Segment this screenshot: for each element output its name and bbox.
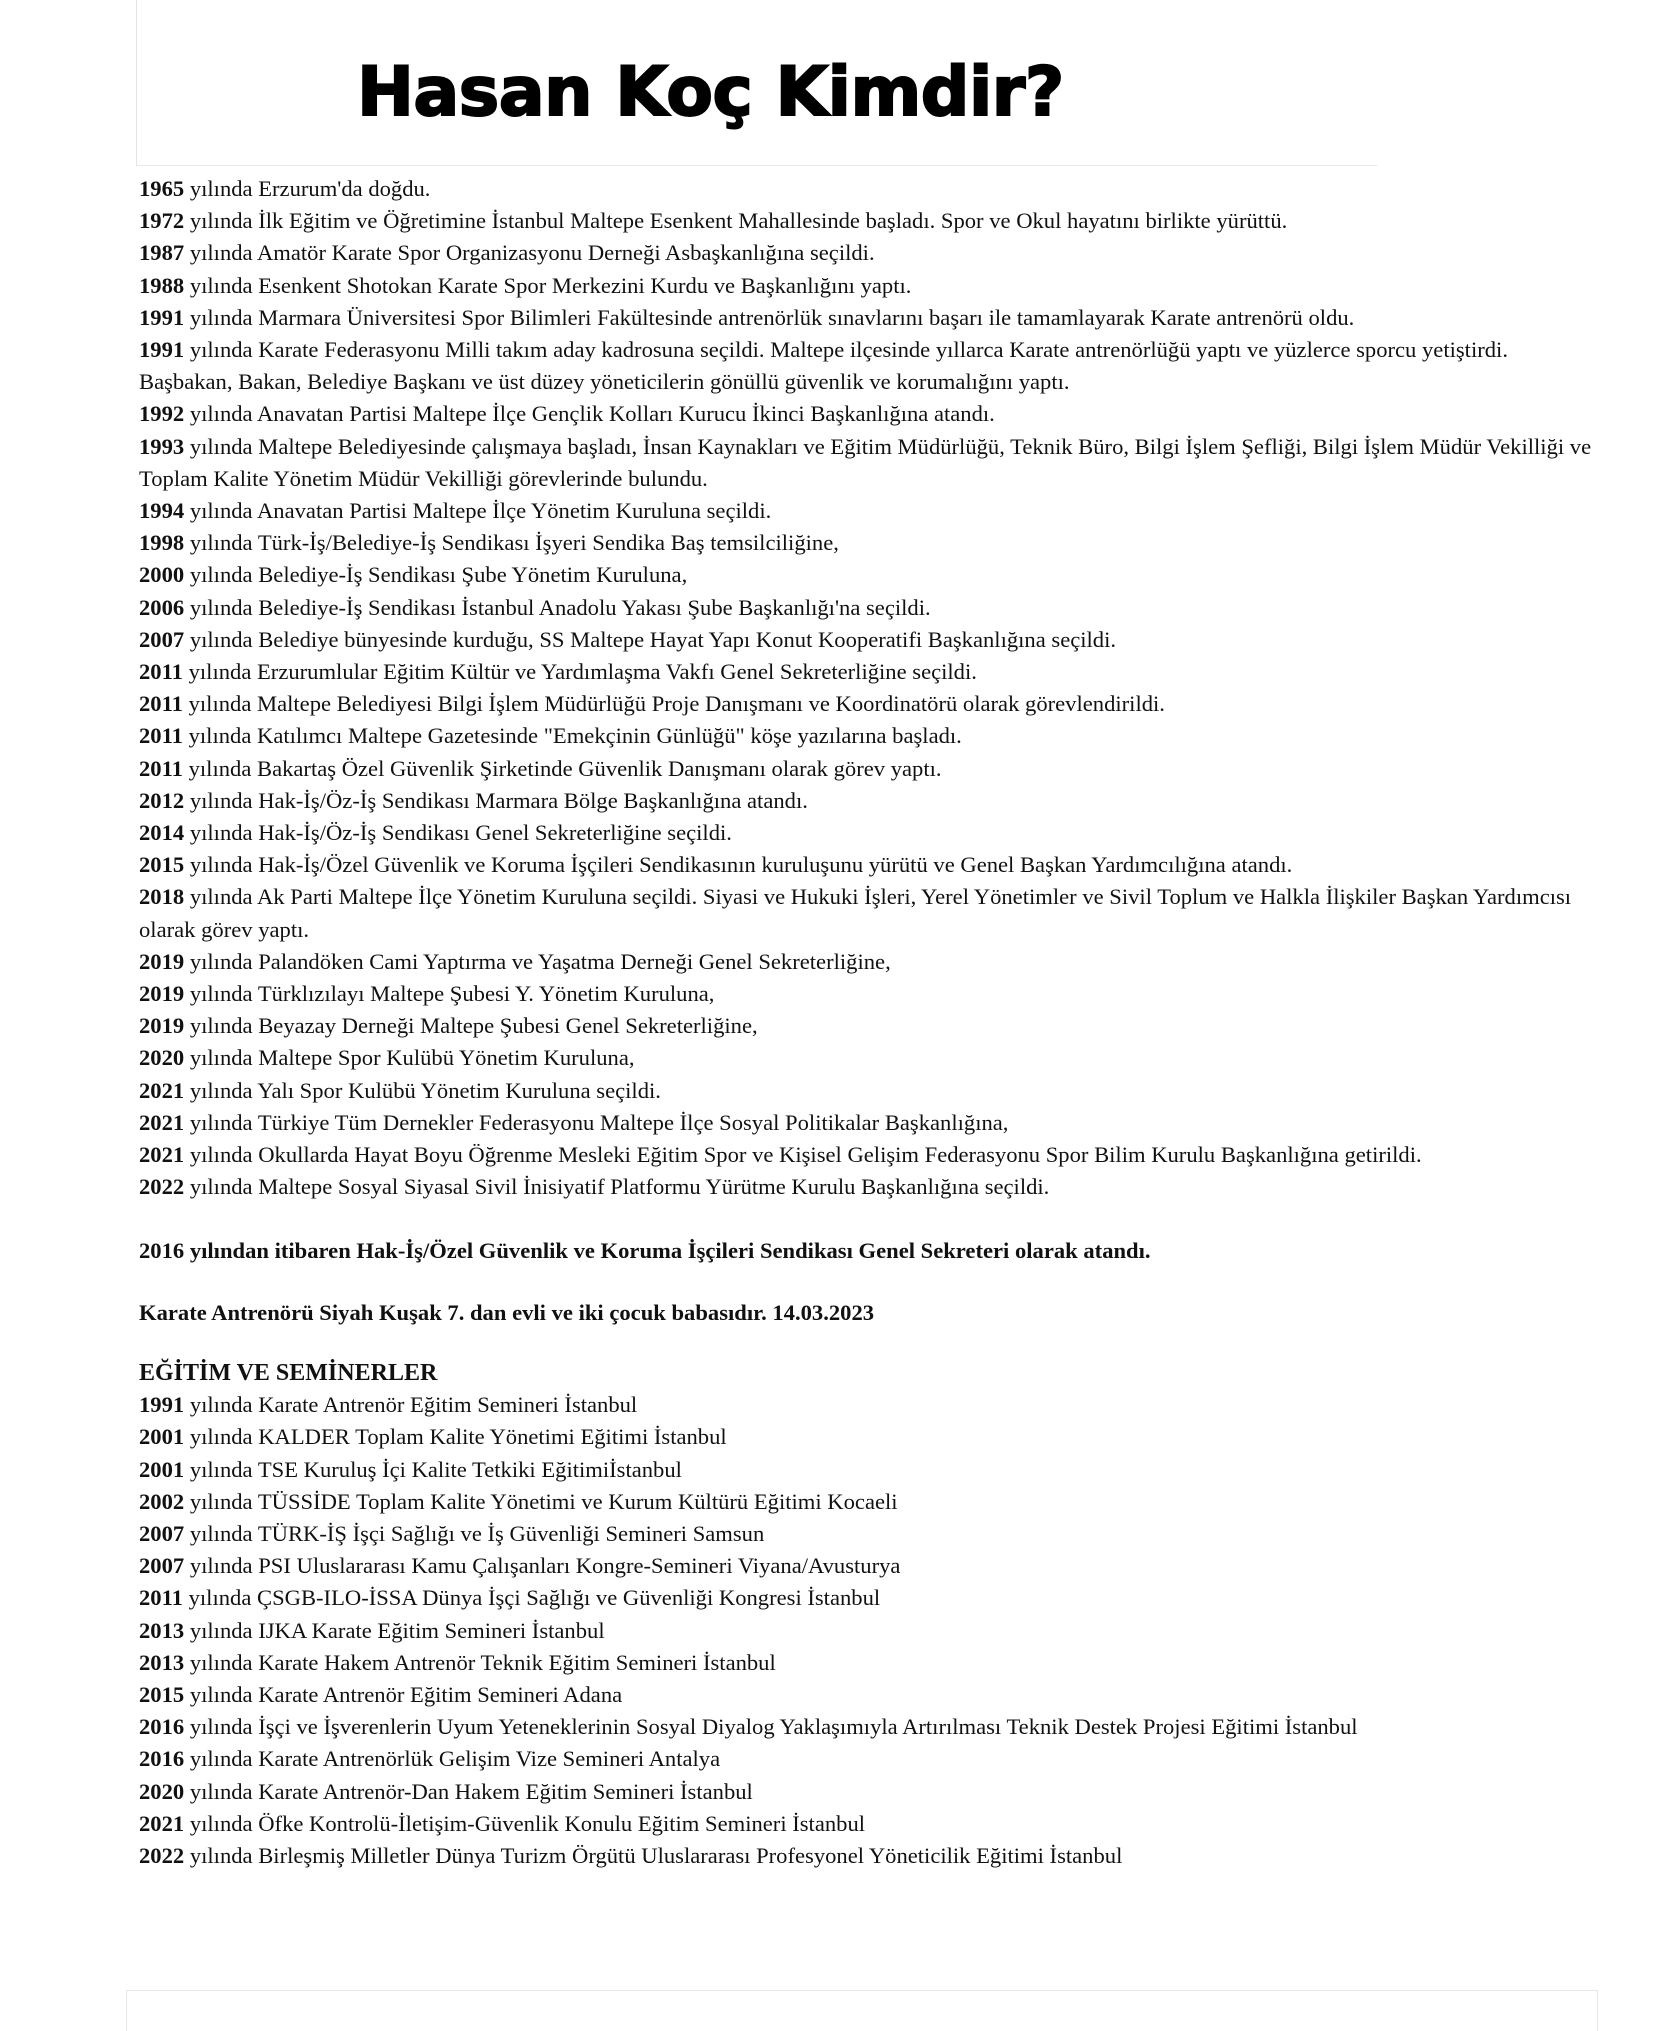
biography-entry [139,1171,1599,1203]
entry-text: yılında TÜSSİDE Toplam Kalite Yönetimi ve Kurum Kültürü Eğitimi Kocaeli [184,1488,898,1514]
entry-year: 2000 [139,562,185,588]
entry-year: 2021 [139,1142,185,1168]
entry-text: yılında Karate Antrenör Eğitim Semineri İstanbul [184,1392,638,1418]
biography-entry [139,173,1599,205]
entry-year: 2011 [139,1585,183,1611]
entry-year: 2007 [139,626,185,652]
education-entry [139,1743,1599,1775]
bottom-panel [126,1990,1598,2031]
entry-year: 1994 [139,498,185,524]
entry-text: yılında Katılımcı Maltepe Gazetesinde "Emekçinin Günlüğü" köşe yazılarına başladı. [182,723,962,749]
education-entry [139,1550,1599,1582]
entry-text: yılında Anavatan Partisi Maltepe İlçe Yönetim Kuruluna seçildi. [184,498,772,524]
entry-text: yılında Maltepe Belediyesinde çalışmaya başladı, İnsan Kaynakları ve Eğitim Müdürlüğü, Teknik Büro, Bilgi İşlem Şefliği, Bilgi İşlem Müdür Vekilliği ve Toplam Kalite Yönetim Müdür Vekilliği görevlerinde bulundu. [139,433,1592,491]
entry-year: 1965 [139,176,185,201]
entry-year: 1972 [139,208,185,234]
entry-text: yılında Birleşmiş Milletler Dünya Turizm Örgütü Uluslararası Profesyonel Yöneticilik Eğitimi İstanbul [184,1842,1123,1868]
entry-text: yılında ÇSGB-ILO-İSSA Dünya İşçi Sağlığı ve Güvenliği Kongresi İstanbul [182,1585,881,1611]
spacer [139,1267,1599,1297]
education-entry [139,1679,1599,1711]
entry-year: 2006 [139,594,185,620]
entry-text: yılında Marmara Üniversitesi Spor Bilimleri Fakültesinde antrenörlük sınavlarını başarı ile tamamlayarak Karate antrenörü oldu. [184,304,1355,330]
entry-text: yılında Amatör Karate Spor Organizasyonu Derneği Asbaşkanlığına seçildi. [184,240,875,266]
biography-entry [139,849,1599,881]
entry-text: yılında Türklızılayı Maltepe Şubesi Y. Yönetim Kuruluna, [184,981,715,1007]
entry-year: 2011 [139,755,183,781]
education-entry [139,1808,1599,1840]
education-entry [139,1518,1599,1550]
biography-list [139,173,1599,1204]
biography-entry [139,720,1599,752]
entry-year: 2016 [139,1746,185,1772]
biography-entry [139,431,1599,495]
entry-year: 1993 [139,433,185,459]
biography-entry [139,656,1599,688]
education-entry [139,1776,1599,1808]
biography-entry [139,624,1599,656]
entry-year: 2021 [139,1077,185,1103]
entry-text: yılında Karate Hakem Antrenör Teknik Eğitim Semineri İstanbul [184,1649,776,1675]
education-entry [139,1421,1599,1453]
biography-entry [139,270,1599,302]
biography-entry [139,1139,1599,1171]
biography-entry [139,978,1599,1010]
entry-text: yılında Okullarda Hayat Boyu Öğrenme Mesleki Eğitim Spor ve Kişisel Gelişim Federasyonu Spor Bilim Kurulu Başkanlığına getirildi. [184,1142,1422,1168]
entry-year: 2022 [139,1174,185,1200]
entry-year: 2012 [139,787,185,813]
page-title: Hasan Koç Kimdir? [357,53,1064,132]
spacer [139,1204,1599,1235]
biography-entry [139,1042,1599,1074]
entry-text: yılında Erzurumlular Eğitim Kültür ve Yardımlaşma Vakfı Genel Sekreterliğine seçildi. [182,659,977,685]
entry-year: 1991 [139,304,185,330]
biography-entry [139,237,1599,269]
entry-text: yılında PSI Uluslararası Kamu Çalışanları Kongre-Semineri Viyana/Avusturya [184,1553,901,1579]
entry-year: 2011 [139,723,183,749]
entry-year: 2007 [139,1520,185,1546]
entry-year: 2015 [139,852,185,878]
entry-year: 2013 [139,1617,185,1643]
education-entry [139,1486,1599,1518]
entry-text: yılında Yalı Spor Kulübü Yönetim Kuruluna seçildi. [184,1077,661,1103]
entry-text: yılında IJKA Karate Eğitim Semineri İstanbul [184,1617,605,1643]
entry-text: yılında TÜRK-İŞ İşçi Sağlığı ve İş Güvenliği Semineri Samsun [184,1520,765,1546]
biography-entry [139,495,1599,527]
entry-year: 2011 [139,659,183,685]
entry-text: yılında Maltepe Sosyal Siyasal Sivil İnisiyatif Platformu Yürütme Kurulu Başkanlığına seçildi. [184,1174,1050,1200]
education-entry [139,1389,1599,1421]
entry-text: yılında Bakartaş Özel Güvenlik Şirketinde Güvenlik Danışmanı olarak görev yaptı. [182,755,942,781]
biography-entry [139,398,1599,430]
biography-entry [139,946,1599,978]
entry-year: 2019 [139,1013,185,1039]
entry-text: yılında Anavatan Partisi Maltepe İlçe Gençlik Kolları Kurucu İkinci Başkanlığına atandı. [184,401,995,427]
education-entry [139,1711,1599,1743]
biography-entry [139,1010,1599,1042]
biography-entry [139,205,1599,237]
entry-text: yılında Hak-İş/Özel Güvenlik ve Koruma İşçileri Sendikasının kuruluşunu yürütü ve Genel Başkan Yardımcılığına atandı. [184,852,1293,878]
entry-text: yılında Hak-İş/Öz-İş Sendikası Marmara Bölge Başkanlığına atandı. [184,787,808,813]
entry-year: 2022 [139,1842,185,1868]
entry-text: yılında Belediye-İş Sendikası Şube Yönetim Kuruluna, [184,562,688,588]
entry-text: yılında KALDER Toplam Kalite Yönetimi Eğitimi İstanbul [184,1424,727,1450]
entry-text: yılında Öfke Kontrolü-İletişim-Güvenlik Konulu Eğitim Semineri İstanbul [184,1810,866,1836]
entry-year: 1991 [139,1392,185,1418]
entry-year: 2020 [139,1778,185,1804]
education-heading: EĞİTİM VE SEMİNERLER [139,1359,438,1386]
biography-entry [139,527,1599,559]
entry-text: yılında Erzurum'da doğdu. [184,176,431,201]
entry-year: 2021 [139,1109,185,1135]
highlight-personal: Karate Antrenörü Siyah Kuşak 7. dan evli ve iki çocuk babasıdır. 14.03.2023 [139,1299,875,1325]
biography-entry [139,302,1599,334]
biography-entry [139,1075,1599,1107]
entry-year: 2019 [139,948,185,974]
entry-year: 2015 [139,1681,185,1707]
entry-year: 1987 [139,240,185,266]
spacer [139,1329,1599,1357]
education-entry [139,1647,1599,1679]
biography-entry [139,785,1599,817]
biography-entry [139,592,1599,624]
entry-text: yılında Hak-İş/Öz-İş Sendikası Genel Sekreterliğine seçildi. [184,820,732,846]
entry-text: yılında Türkiye Tüm Dernekler Federasyonu Maltepe İlçe Sosyal Politikalar Başkanlığına, [184,1109,1009,1135]
biography-entry [139,753,1599,785]
document-body [139,173,1599,1872]
entry-text: yılında Beyazay Derneği Maltepe Şubesi Genel Sekreterliğine, [184,1013,758,1039]
entry-year: 2018 [139,884,185,910]
entry-year: 2019 [139,981,185,1007]
entry-year: 2021 [139,1810,185,1836]
entry-year: 2014 [139,820,185,846]
entry-year: 1988 [139,272,185,298]
entry-text: yılında Maltepe Belediyesi Bilgi İşlem Müdürlüğü Proje Danışmanı ve Koordinatörü olarak görevlendirildi. [182,691,1165,717]
education-entry [139,1582,1599,1614]
entry-text: yılında Karate Federasyonu Milli takım aday kadrosuna seçildi. Maltepe ilçesinde yıllarca Karate antrenörlüğü yaptı ve yüzlerce sporcu yetiştirdi. Başbakan, Bakan, Belediye Başkanı ve üst düzey yöneticilerin gönüllü güvenlik ve korumalığını yaptı. [139,337,1508,395]
entry-year: 2007 [139,1553,185,1579]
education-entry [139,1840,1599,1872]
entry-text: yılında Palandöken Cami Yaptırma ve Yaşatma Derneği Genel Sekreterliğine, [184,948,891,974]
biography-entry [139,334,1599,398]
entry-text: yılında Maltepe Spor Kulübü Yönetim Kuruluna, [184,1045,635,1071]
entry-year: 1991 [139,337,185,363]
entry-text: yılında Karate Antrenör-Dan Hakem Eğitim Semineri İstanbul [184,1778,753,1804]
entry-text: yılında Esenkent Shotokan Karate Spor Merkezini Kurdu ve Başkanlığını yaptı. [184,272,912,298]
entry-year: 2016 [139,1714,185,1740]
education-entry [139,1454,1599,1486]
entry-year: 1998 [139,530,185,556]
highlight-union-role: 2016 yılından itibaren Hak-İş/Özel Güvenlik ve Koruma İşçileri Sendikası Genel Sekreteri olarak atandı. [139,1237,1151,1263]
biography-entry [139,1107,1599,1139]
entry-text: yılında Belediye bünyesinde kurduğu, SS Maltepe Hayat Yapı Konut Kooperatifi Başkanlığına seçildi. [184,626,1117,652]
biography-entry [139,881,1599,945]
education-entry [139,1615,1599,1647]
entry-year: 2001 [139,1424,185,1450]
entry-text: yılında Belediye-İş Sendikası İstanbul Anadolu Yakası Şube Başkanlığı'na seçildi. [184,594,931,620]
entry-year: 2002 [139,1488,185,1514]
entry-year: 2011 [139,691,183,717]
biography-entry [139,688,1599,720]
entry-year: 2013 [139,1649,185,1675]
entry-year: 1992 [139,401,185,427]
entry-text: yılında İlk Eğitim ve Öğretimine İstanbul Maltepe Esenkent Mahallesinde başladı. Spor ve Okul hayatını birlikte yürüttü. [184,208,1288,234]
biography-entry [139,559,1599,591]
entry-year: 2001 [139,1456,185,1482]
entry-text: yılında İşçi ve İşverenlerin Uyum Yeteneklerinin Sosyal Diyalog Yaklaşımıyla Artırılması Teknik Destek Projesi Eğitimi İstanbul [184,1714,1358,1740]
education-list [139,1389,1599,1872]
entry-text: yılında Türk-İş/Belediye-İş Sendikası İşyeri Sendika Baş temsilciliğine, [184,530,839,556]
entry-text: yılında Ak Parti Maltepe İlçe Yönetim Kuruluna seçildi. Siyasi ve Hukuki İşleri, Yerel Yönetimler ve Sivil Toplum ve Halkla İlişkiler Başkan Yardımcısı olarak görev yaptı. [139,884,1572,942]
entry-year: 2020 [139,1045,185,1071]
entry-text: yılında Karate Antrenörlük Gelişim Vize Semineri Antalya [184,1746,721,1772]
entry-text: yılında TSE Kuruluş İçi Kalite Tetkiki Eğitimiİstanbul [184,1456,682,1482]
biography-entry [139,817,1599,849]
entry-text: yılında Karate Antrenör Eğitim Semineri Adana [184,1681,623,1707]
